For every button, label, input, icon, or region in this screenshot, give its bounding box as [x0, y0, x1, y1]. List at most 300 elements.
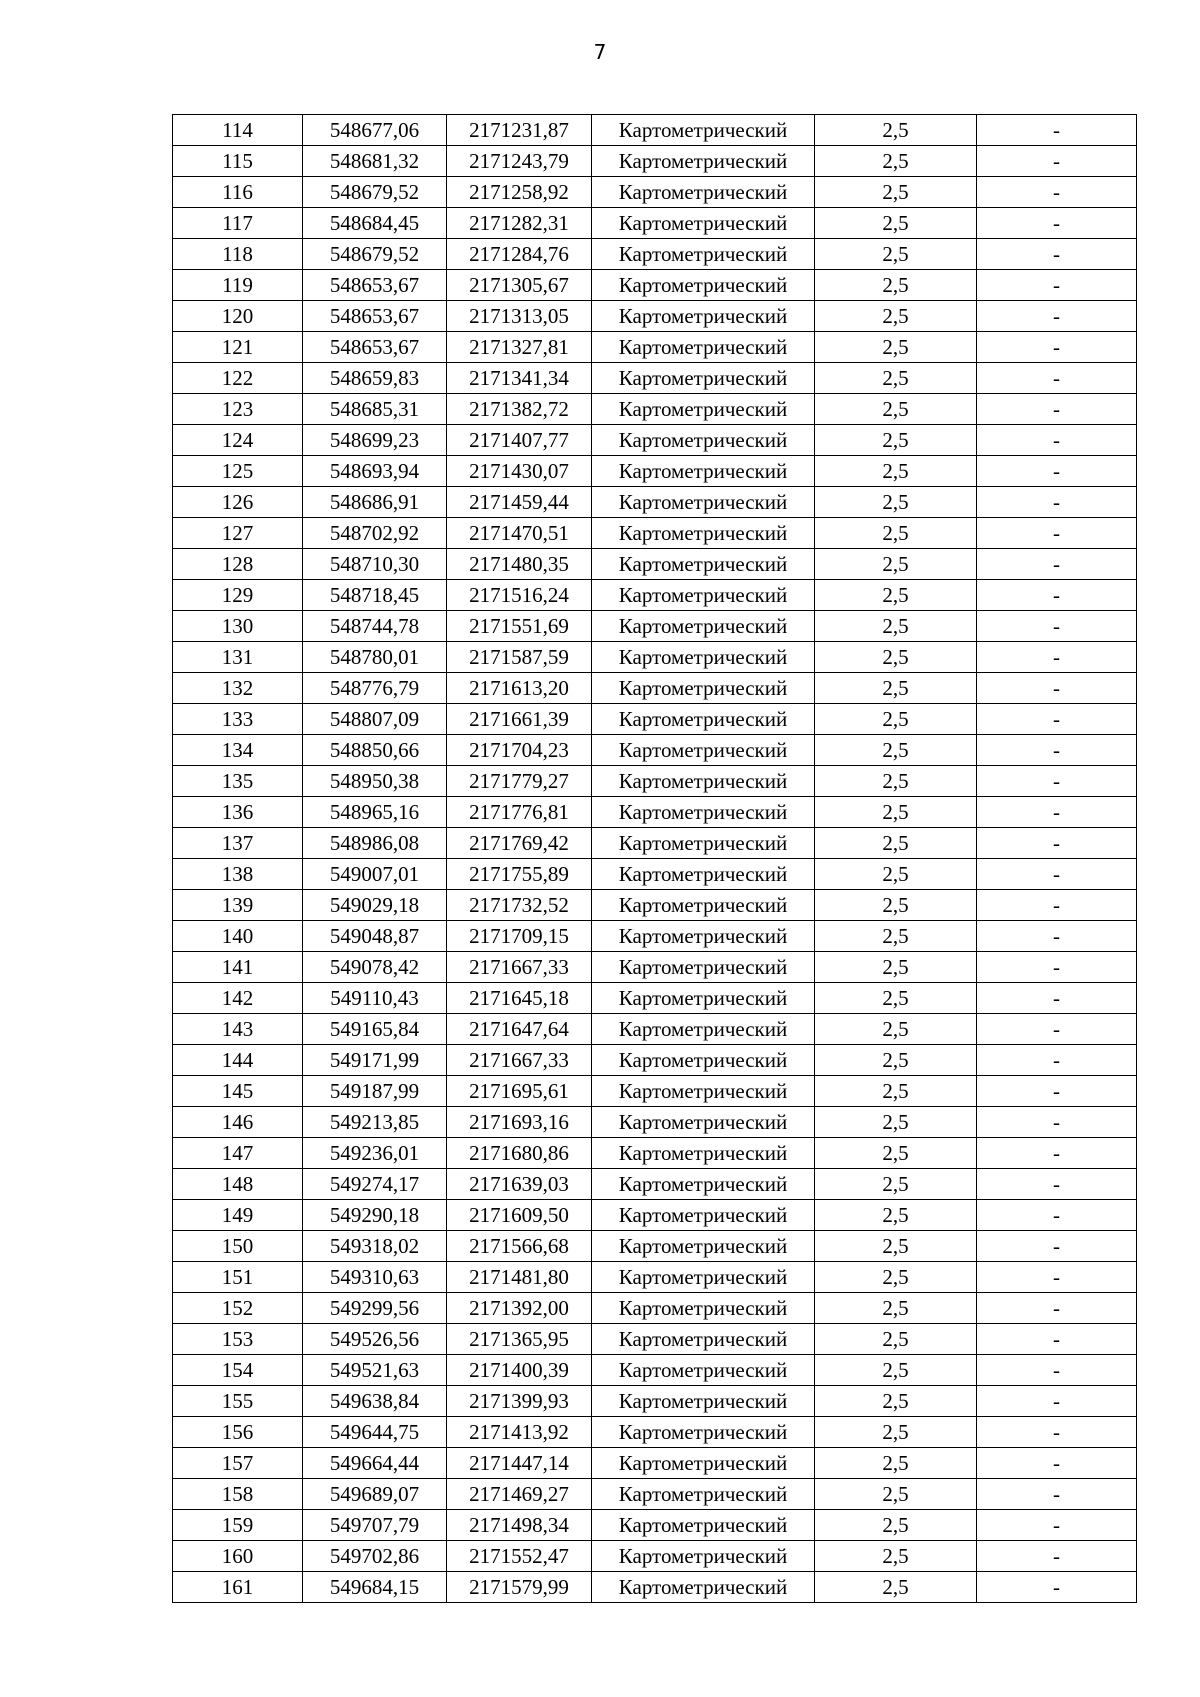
y-coordinate-cell: 2171284,76: [447, 239, 592, 270]
accuracy-cell: 2,5: [815, 239, 977, 270]
table-row: [173, 1014, 1137, 1045]
y-coordinate-cell: 2171647,64: [447, 1014, 592, 1045]
x-coordinate-cell: 549078,42: [303, 952, 447, 983]
accuracy-cell: 2,5: [815, 1138, 977, 1169]
point-number-cell: 152: [173, 1293, 303, 1324]
accuracy-cell: 2,5: [815, 797, 977, 828]
y-coordinate-cell: 2171587,59: [447, 642, 592, 673]
method-cell: Картометрический: [592, 1169, 815, 1200]
x-coordinate-cell: 549318,02: [303, 1231, 447, 1262]
table-row: [173, 1107, 1137, 1138]
description-cell: -: [977, 549, 1137, 580]
y-coordinate-cell: 2171399,93: [447, 1386, 592, 1417]
x-coordinate-cell: 548702,92: [303, 518, 447, 549]
point-number-cell: 146: [173, 1107, 303, 1138]
point-number-cell: 130: [173, 611, 303, 642]
method-cell: Картометрический: [592, 1076, 815, 1107]
y-coordinate-cell: 2171516,24: [447, 580, 592, 611]
table-row: [173, 425, 1137, 456]
point-number-cell: 157: [173, 1448, 303, 1479]
y-coordinate-cell: 2171680,86: [447, 1138, 592, 1169]
description-cell: -: [977, 1076, 1137, 1107]
accuracy-cell: 2,5: [815, 642, 977, 673]
x-coordinate-cell: 549274,17: [303, 1169, 447, 1200]
method-cell: Картометрический: [592, 1386, 815, 1417]
method-cell: Картометрический: [592, 332, 815, 363]
method-cell: Картометрический: [592, 208, 815, 239]
accuracy-cell: 2,5: [815, 518, 977, 549]
point-number-cell: 136: [173, 797, 303, 828]
accuracy-cell: 2,5: [815, 456, 977, 487]
description-cell: -: [977, 797, 1137, 828]
table-row: [173, 270, 1137, 301]
accuracy-cell: 2,5: [815, 425, 977, 456]
y-coordinate-cell: 2171481,80: [447, 1262, 592, 1293]
table-row: [173, 642, 1137, 673]
y-coordinate-cell: 2171498,34: [447, 1510, 592, 1541]
description-cell: -: [977, 1138, 1137, 1169]
point-number-cell: 129: [173, 580, 303, 611]
description-cell: -: [977, 1572, 1137, 1603]
description-cell: -: [977, 115, 1137, 146]
description-cell: -: [977, 301, 1137, 332]
table-row: [173, 1045, 1137, 1076]
x-coordinate-cell: 549007,01: [303, 859, 447, 890]
table-row: [173, 797, 1137, 828]
table-row: [173, 580, 1137, 611]
table-row: [173, 239, 1137, 270]
point-number-cell: 119: [173, 270, 303, 301]
accuracy-cell: 2,5: [815, 890, 977, 921]
accuracy-cell: 2,5: [815, 301, 977, 332]
method-cell: Картометрический: [592, 115, 815, 146]
description-cell: -: [977, 1014, 1137, 1045]
point-number-cell: 134: [173, 735, 303, 766]
point-number-cell: 155: [173, 1386, 303, 1417]
y-coordinate-cell: 2171779,27: [447, 766, 592, 797]
description-cell: -: [977, 921, 1137, 952]
method-cell: Картометрический: [592, 673, 815, 704]
x-coordinate-cell: 549310,63: [303, 1262, 447, 1293]
point-number-cell: 151: [173, 1262, 303, 1293]
table-row: [173, 301, 1137, 332]
table-row: [173, 611, 1137, 642]
method-cell: Картометрический: [592, 146, 815, 177]
accuracy-cell: 2,5: [815, 1417, 977, 1448]
accuracy-cell: 2,5: [815, 363, 977, 394]
method-cell: Картометрический: [592, 1045, 815, 1076]
table-row: [173, 983, 1137, 1014]
accuracy-cell: 2,5: [815, 208, 977, 239]
x-coordinate-cell: 549110,43: [303, 983, 447, 1014]
table-row: [173, 735, 1137, 766]
point-number-cell: 133: [173, 704, 303, 735]
method-cell: Картометрический: [592, 1231, 815, 1262]
table-row: [173, 1169, 1137, 1200]
y-coordinate-cell: 2171413,92: [447, 1417, 592, 1448]
point-number-cell: 114: [173, 115, 303, 146]
method-cell: Картометрический: [592, 983, 815, 1014]
point-number-cell: 145: [173, 1076, 303, 1107]
method-cell: Картометрический: [592, 239, 815, 270]
table-row: [173, 1510, 1137, 1541]
accuracy-cell: 2,5: [815, 1510, 977, 1541]
accuracy-cell: 2,5: [815, 332, 977, 363]
method-cell: Картометрический: [592, 1107, 815, 1138]
x-coordinate-cell: 549664,44: [303, 1448, 447, 1479]
accuracy-cell: 2,5: [815, 1076, 977, 1107]
table-row: [173, 115, 1137, 146]
x-coordinate-cell: 548986,08: [303, 828, 447, 859]
y-coordinate-cell: 2171231,87: [447, 115, 592, 146]
point-number-cell: 150: [173, 1231, 303, 1262]
coordinates-table: [172, 114, 1137, 1603]
table-row: [173, 177, 1137, 208]
method-cell: Картометрический: [592, 704, 815, 735]
y-coordinate-cell: 2171327,81: [447, 332, 592, 363]
x-coordinate-cell: 548677,06: [303, 115, 447, 146]
table-row: [173, 549, 1137, 580]
method-cell: Картометрический: [592, 1355, 815, 1386]
point-number-cell: 159: [173, 1510, 303, 1541]
y-coordinate-cell: 2171258,92: [447, 177, 592, 208]
description-cell: -: [977, 1231, 1137, 1262]
method-cell: Картометрический: [592, 394, 815, 425]
accuracy-cell: 2,5: [815, 1231, 977, 1262]
description-cell: -: [977, 456, 1137, 487]
table-row: [173, 890, 1137, 921]
accuracy-cell: 2,5: [815, 1293, 977, 1324]
x-coordinate-cell: 549526,56: [303, 1324, 447, 1355]
table-row: [173, 146, 1137, 177]
y-coordinate-cell: 2171430,07: [447, 456, 592, 487]
y-coordinate-cell: 2171709,15: [447, 921, 592, 952]
table-row: [173, 363, 1137, 394]
point-number-cell: 138: [173, 859, 303, 890]
method-cell: Картометрический: [592, 363, 815, 394]
method-cell: Картометрический: [592, 611, 815, 642]
table-row: [173, 518, 1137, 549]
x-coordinate-cell: 548679,52: [303, 177, 447, 208]
x-coordinate-cell: 548684,45: [303, 208, 447, 239]
table-row: [173, 828, 1137, 859]
y-coordinate-cell: 2171480,35: [447, 549, 592, 580]
point-number-cell: 140: [173, 921, 303, 952]
point-number-cell: 139: [173, 890, 303, 921]
point-number-cell: 161: [173, 1572, 303, 1603]
table-row: [173, 921, 1137, 952]
accuracy-cell: 2,5: [815, 270, 977, 301]
table-row: [173, 1200, 1137, 1231]
x-coordinate-cell: 549299,56: [303, 1293, 447, 1324]
x-coordinate-cell: 549644,75: [303, 1417, 447, 1448]
method-cell: Картометрический: [592, 890, 815, 921]
accuracy-cell: 2,5: [815, 487, 977, 518]
table-row: [173, 1355, 1137, 1386]
x-coordinate-cell: 548965,16: [303, 797, 447, 828]
description-cell: -: [977, 1541, 1137, 1572]
x-coordinate-cell: 548744,78: [303, 611, 447, 642]
x-coordinate-cell: 549213,85: [303, 1107, 447, 1138]
table-row: [173, 1479, 1137, 1510]
accuracy-cell: 2,5: [815, 766, 977, 797]
method-cell: Картометрический: [592, 1262, 815, 1293]
accuracy-cell: 2,5: [815, 1541, 977, 1572]
accuracy-cell: 2,5: [815, 115, 977, 146]
accuracy-cell: 2,5: [815, 735, 977, 766]
x-coordinate-cell: 548699,23: [303, 425, 447, 456]
method-cell: Картометрический: [592, 828, 815, 859]
description-cell: -: [977, 425, 1137, 456]
table-row: [173, 1231, 1137, 1262]
description-cell: -: [977, 642, 1137, 673]
description-cell: -: [977, 518, 1137, 549]
description-cell: -: [977, 1510, 1137, 1541]
y-coordinate-cell: 2171693,16: [447, 1107, 592, 1138]
method-cell: Картометрический: [592, 456, 815, 487]
method-cell: Картометрический: [592, 580, 815, 611]
description-cell: -: [977, 332, 1137, 363]
point-number-cell: 158: [173, 1479, 303, 1510]
y-coordinate-cell: 2171661,39: [447, 704, 592, 735]
x-coordinate-cell: 548659,83: [303, 363, 447, 394]
point-number-cell: 147: [173, 1138, 303, 1169]
method-cell: Картометрический: [592, 642, 815, 673]
description-cell: -: [977, 859, 1137, 890]
y-coordinate-cell: 2171566,68: [447, 1231, 592, 1262]
x-coordinate-cell: 548718,45: [303, 580, 447, 611]
method-cell: Картометрический: [592, 270, 815, 301]
point-number-cell: 128: [173, 549, 303, 580]
description-cell: -: [977, 673, 1137, 704]
method-cell: Картометрический: [592, 177, 815, 208]
coordinates-table-body: [173, 115, 1137, 1603]
y-coordinate-cell: 2171639,03: [447, 1169, 592, 1200]
description-cell: -: [977, 146, 1137, 177]
y-coordinate-cell: 2171407,77: [447, 425, 592, 456]
point-number-cell: 121: [173, 332, 303, 363]
x-coordinate-cell: 549029,18: [303, 890, 447, 921]
method-cell: Картометрический: [592, 735, 815, 766]
y-coordinate-cell: 2171470,51: [447, 518, 592, 549]
x-coordinate-cell: 549707,79: [303, 1510, 447, 1541]
accuracy-cell: 2,5: [815, 580, 977, 611]
y-coordinate-cell: 2171704,23: [447, 735, 592, 766]
table-row: [173, 766, 1137, 797]
x-coordinate-cell: 549236,01: [303, 1138, 447, 1169]
accuracy-cell: 2,5: [815, 1355, 977, 1386]
point-number-cell: 144: [173, 1045, 303, 1076]
point-number-cell: 131: [173, 642, 303, 673]
x-coordinate-cell: 548850,66: [303, 735, 447, 766]
accuracy-cell: 2,5: [815, 983, 977, 1014]
accuracy-cell: 2,5: [815, 1200, 977, 1231]
x-coordinate-cell: 548776,79: [303, 673, 447, 704]
x-coordinate-cell: 548653,67: [303, 270, 447, 301]
y-coordinate-cell: 2171755,89: [447, 859, 592, 890]
description-cell: -: [977, 1200, 1137, 1231]
y-coordinate-cell: 2171365,95: [447, 1324, 592, 1355]
x-coordinate-cell: 548653,67: [303, 332, 447, 363]
y-coordinate-cell: 2171579,99: [447, 1572, 592, 1603]
y-coordinate-cell: 2171695,61: [447, 1076, 592, 1107]
point-number-cell: 127: [173, 518, 303, 549]
accuracy-cell: 2,5: [815, 1479, 977, 1510]
y-coordinate-cell: 2171400,39: [447, 1355, 592, 1386]
point-number-cell: 149: [173, 1200, 303, 1231]
y-coordinate-cell: 2171551,69: [447, 611, 592, 642]
table-row: [173, 332, 1137, 363]
accuracy-cell: 2,5: [815, 1169, 977, 1200]
description-cell: -: [977, 735, 1137, 766]
accuracy-cell: 2,5: [815, 1107, 977, 1138]
description-cell: -: [977, 177, 1137, 208]
y-coordinate-cell: 2171667,33: [447, 1045, 592, 1076]
description-cell: -: [977, 1448, 1137, 1479]
accuracy-cell: 2,5: [815, 673, 977, 704]
point-number-cell: 137: [173, 828, 303, 859]
method-cell: Картометрический: [592, 1510, 815, 1541]
table-row: [173, 673, 1137, 704]
table-row: [173, 1448, 1137, 1479]
method-cell: Картометрический: [592, 1448, 815, 1479]
y-coordinate-cell: 2171282,31: [447, 208, 592, 239]
x-coordinate-cell: 549290,18: [303, 1200, 447, 1231]
description-cell: -: [977, 828, 1137, 859]
description-cell: -: [977, 1262, 1137, 1293]
table-row: [173, 704, 1137, 735]
point-number-cell: 117: [173, 208, 303, 239]
y-coordinate-cell: 2171243,79: [447, 146, 592, 177]
accuracy-cell: 2,5: [815, 1448, 977, 1479]
point-number-cell: 141: [173, 952, 303, 983]
point-number-cell: 116: [173, 177, 303, 208]
accuracy-cell: 2,5: [815, 1386, 977, 1417]
table-row: [173, 1541, 1137, 1572]
description-cell: -: [977, 952, 1137, 983]
table-row: [173, 394, 1137, 425]
point-number-cell: 125: [173, 456, 303, 487]
y-coordinate-cell: 2171552,47: [447, 1541, 592, 1572]
table-row: [173, 1138, 1137, 1169]
y-coordinate-cell: 2171447,14: [447, 1448, 592, 1479]
x-coordinate-cell: 548710,30: [303, 549, 447, 580]
point-number-cell: 156: [173, 1417, 303, 1448]
table-row: [173, 208, 1137, 239]
x-coordinate-cell: 548950,38: [303, 766, 447, 797]
description-cell: -: [977, 363, 1137, 394]
point-number-cell: 154: [173, 1355, 303, 1386]
method-cell: Картометрический: [592, 518, 815, 549]
method-cell: Картометрический: [592, 1479, 815, 1510]
x-coordinate-cell: 548653,67: [303, 301, 447, 332]
method-cell: Картометрический: [592, 425, 815, 456]
description-cell: -: [977, 890, 1137, 921]
method-cell: Картометрический: [592, 952, 815, 983]
point-number-cell: 115: [173, 146, 303, 177]
description-cell: -: [977, 1293, 1137, 1324]
description-cell: -: [977, 208, 1137, 239]
x-coordinate-cell: 549521,63: [303, 1355, 447, 1386]
y-coordinate-cell: 2171469,27: [447, 1479, 592, 1510]
point-number-cell: 143: [173, 1014, 303, 1045]
page-number: 7: [593, 40, 607, 64]
accuracy-cell: 2,5: [815, 1045, 977, 1076]
description-cell: -: [977, 1417, 1137, 1448]
description-cell: -: [977, 1107, 1137, 1138]
x-coordinate-cell: 549638,84: [303, 1386, 447, 1417]
method-cell: Картометрический: [592, 1572, 815, 1603]
accuracy-cell: 2,5: [815, 1014, 977, 1045]
x-coordinate-cell: 548679,52: [303, 239, 447, 270]
method-cell: Картометрический: [592, 1200, 815, 1231]
y-coordinate-cell: 2171341,34: [447, 363, 592, 394]
description-cell: -: [977, 704, 1137, 735]
table-row: [173, 1572, 1137, 1603]
table-row: [173, 487, 1137, 518]
accuracy-cell: 2,5: [815, 704, 977, 735]
description-cell: -: [977, 1479, 1137, 1510]
description-cell: -: [977, 239, 1137, 270]
y-coordinate-cell: 2171392,00: [447, 1293, 592, 1324]
description-cell: -: [977, 766, 1137, 797]
accuracy-cell: 2,5: [815, 549, 977, 580]
accuracy-cell: 2,5: [815, 1572, 977, 1603]
description-cell: -: [977, 1169, 1137, 1200]
accuracy-cell: 2,5: [815, 828, 977, 859]
y-coordinate-cell: 2171313,05: [447, 301, 592, 332]
table-row: [173, 952, 1137, 983]
table-row: [173, 1262, 1137, 1293]
point-number-cell: 118: [173, 239, 303, 270]
x-coordinate-cell: 548685,31: [303, 394, 447, 425]
table-row: [173, 1417, 1137, 1448]
accuracy-cell: 2,5: [815, 1324, 977, 1355]
table-row: [173, 1386, 1137, 1417]
point-number-cell: 135: [173, 766, 303, 797]
y-coordinate-cell: 2171769,42: [447, 828, 592, 859]
method-cell: Картометрический: [592, 1324, 815, 1355]
accuracy-cell: 2,5: [815, 921, 977, 952]
description-cell: -: [977, 611, 1137, 642]
method-cell: Картометрический: [592, 301, 815, 332]
description-cell: -: [977, 270, 1137, 301]
x-coordinate-cell: 549684,15: [303, 1572, 447, 1603]
x-coordinate-cell: 549689,07: [303, 1479, 447, 1510]
method-cell: Картометрический: [592, 549, 815, 580]
method-cell: Картометрический: [592, 1417, 815, 1448]
accuracy-cell: 2,5: [815, 859, 977, 890]
method-cell: Картометрический: [592, 1293, 815, 1324]
accuracy-cell: 2,5: [815, 394, 977, 425]
table-row: [173, 1293, 1137, 1324]
description-cell: -: [977, 983, 1137, 1014]
x-coordinate-cell: 548693,94: [303, 456, 447, 487]
x-coordinate-cell: 549187,99: [303, 1076, 447, 1107]
x-coordinate-cell: 549702,86: [303, 1541, 447, 1572]
description-cell: -: [977, 1324, 1137, 1355]
method-cell: Картометрический: [592, 859, 815, 890]
accuracy-cell: 2,5: [815, 177, 977, 208]
point-number-cell: 142: [173, 983, 303, 1014]
accuracy-cell: 2,5: [815, 1262, 977, 1293]
y-coordinate-cell: 2171613,20: [447, 673, 592, 704]
accuracy-cell: 2,5: [815, 952, 977, 983]
method-cell: Картометрический: [592, 1014, 815, 1045]
point-number-cell: 153: [173, 1324, 303, 1355]
y-coordinate-cell: 2171732,52: [447, 890, 592, 921]
x-coordinate-cell: 548780,01: [303, 642, 447, 673]
